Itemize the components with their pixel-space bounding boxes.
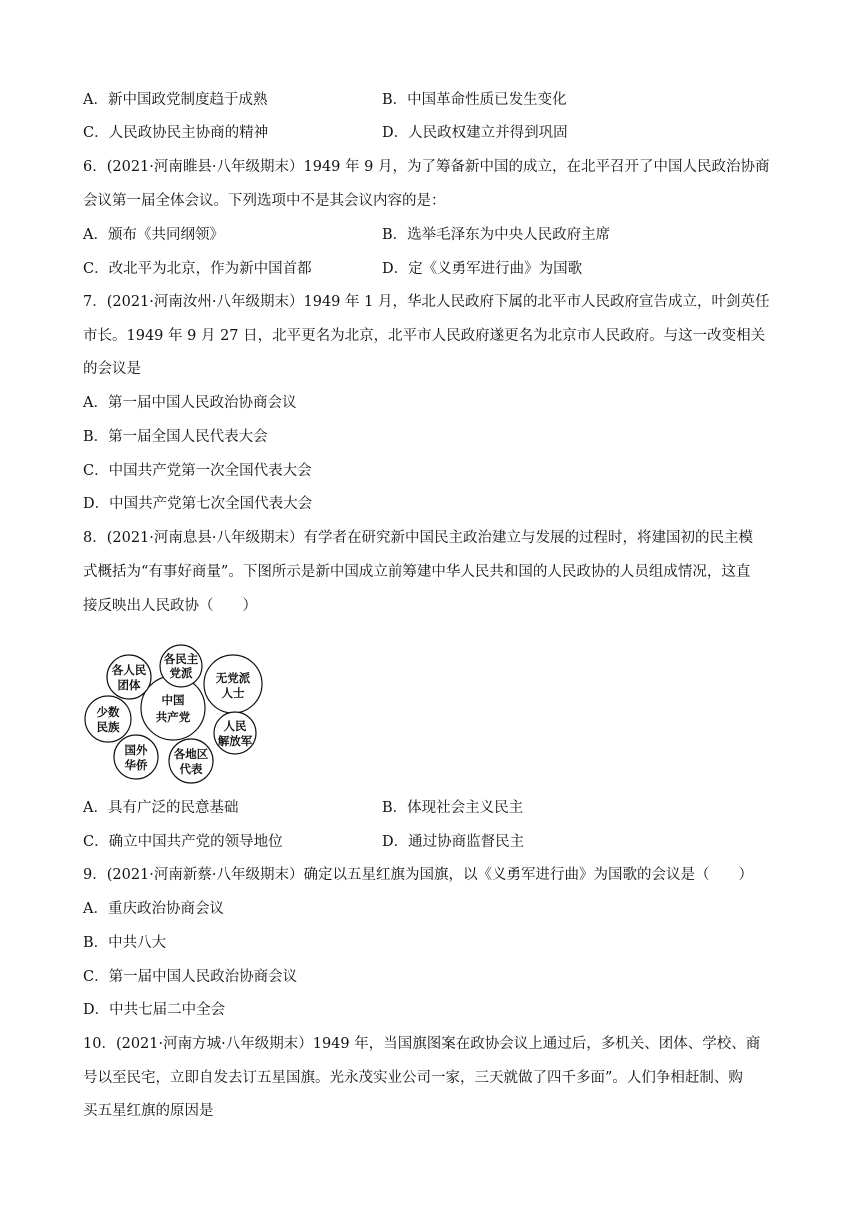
q7-stem-line2: 市长。1949 年 9 月 27 日，北平更名为北京，北平市人民政府遂更名为北京市人民政府。与这一改变相关 xyxy=(83,328,766,344)
group-label: 人士 xyxy=(221,686,245,700)
q8-stem-line3: 接反映出人民政协（ ） xyxy=(83,598,257,614)
q7-option-d[interactable]: D．中国共产党第七次全国代表大会 xyxy=(83,496,313,512)
q10-stem-line3: 买五星红旗的原因是 xyxy=(83,1103,214,1119)
group-label: 解放军 xyxy=(217,734,253,748)
q8-option-d[interactable]: D．通过协商监督民主 xyxy=(382,834,525,850)
q5-option-d[interactable]: D．人民政权建立并得到巩固 xyxy=(382,125,568,141)
q5-option-c[interactable]: C．人民政协民主协商的精神 xyxy=(83,125,269,141)
group-circle-6 xyxy=(114,735,158,779)
group-circle-7 xyxy=(169,739,213,783)
group-label: 华侨 xyxy=(124,758,148,772)
cppcc-composition-diagram xyxy=(84,644,270,784)
group-label: 少数 xyxy=(96,705,120,719)
q9-option-a[interactable]: A．重庆政治协商会议 xyxy=(83,901,224,917)
q8-option-a[interactable]: A．具有广泛的民意基础 xyxy=(83,800,239,816)
q7-option-b[interactable]: B．第一届全国人民代表大会 xyxy=(83,429,268,445)
q6-option-b[interactable]: B．选举毛泽东为中央人民政府主席 xyxy=(382,227,611,243)
q7-stem-line3: 的会议是 xyxy=(83,361,141,377)
q5-option-b[interactable]: B．中国革命性质已发生变化 xyxy=(382,92,567,108)
q7-option-c[interactable]: C．中国共产党第一次全国代表大会 xyxy=(83,463,312,479)
q9-option-b[interactable]: B．中共八大 xyxy=(83,935,167,951)
q9-option-c[interactable]: C．第一届中国人民政治协商会议 xyxy=(83,969,298,985)
group-label: 各人民 xyxy=(111,663,147,677)
group-label: 党派 xyxy=(169,666,193,680)
q8-stem-line2: 式概括为“有事好商量”。下图所示是新中国成立前筹建中华人民共和国的人民政协的人员组成情况，这直 xyxy=(83,564,751,580)
group-label: 各地区 xyxy=(173,747,209,761)
q9-option-d[interactable]: D．中共七届二中全会 xyxy=(83,1002,226,1018)
q8-option-b[interactable]: B．体现社会主义民主 xyxy=(382,800,524,816)
group-label: 团体 xyxy=(117,678,141,692)
q8-stem-line1: 8．(2021·河南息县·八年级期末）有学者在研究新中国民主政治建立与发展的过程时，将建国初的民主模 xyxy=(83,530,753,546)
group-circle-4 xyxy=(85,696,131,742)
group-label: 国外 xyxy=(124,743,148,757)
q8-option-c[interactable]: C．确立中国共产党的领导地位 xyxy=(83,834,283,850)
q6-stem-line1: 6．(2021·河南睢县·八年级期末）1949 年 9 月，为了筹备新中国的成立，在北平召开了中国人民政治协商 xyxy=(83,159,770,175)
group-label: 无党派 xyxy=(215,671,251,685)
center-label-2: 共产党 xyxy=(155,710,191,724)
group-circle-1 xyxy=(107,655,151,699)
q9-stem-line1: 9．(2021·河南新蔡·八年级期末）确定以五星红旗为国旗，以《义勇军进行曲》为国歌的会议是（ ） xyxy=(83,867,753,883)
q7-stem-line1: 7．(2021·河南汝州·八年级期末）1949 年 1 月，华北人民政府下属的北平市人民政府宣告成立，叶剑英任 xyxy=(83,294,770,310)
q6-option-c[interactable]: C．改北平为北京，作为新中国首都 xyxy=(83,261,312,277)
q7-option-a[interactable]: A．第一届中国人民政治协商会议 xyxy=(83,395,297,411)
group-label: 各民主 xyxy=(163,652,199,666)
group-label: 民族 xyxy=(96,720,120,734)
q6-option-a[interactable]: A．颁布《共同纲领》 xyxy=(83,227,224,243)
group-label: 代表 xyxy=(179,762,203,776)
q6-stem-line2: 会议第一届全体会议。下列选项中不是其会议内容的是： xyxy=(83,193,446,209)
q6-option-d[interactable]: D．定《义勇军进行曲》为国歌 xyxy=(382,261,583,277)
q10-stem-line2: 号以至民宅，立即自发去订五星国旗。光永茂实业公司一家，三天就做了四千多面”。人们争相赶制、购 xyxy=(83,1070,743,1086)
q5-option-a[interactable]: A．新中国政党制度趋于成熟 xyxy=(83,92,268,108)
center-label-1: 中国 xyxy=(161,693,185,707)
group-label: 人民 xyxy=(223,719,247,733)
q10-stem-line1: 10．(2021·河南方城·八年级期末）1949 年，当国旗图案在政协会议上通过后，多机关、团体、学校、商 xyxy=(83,1036,761,1052)
